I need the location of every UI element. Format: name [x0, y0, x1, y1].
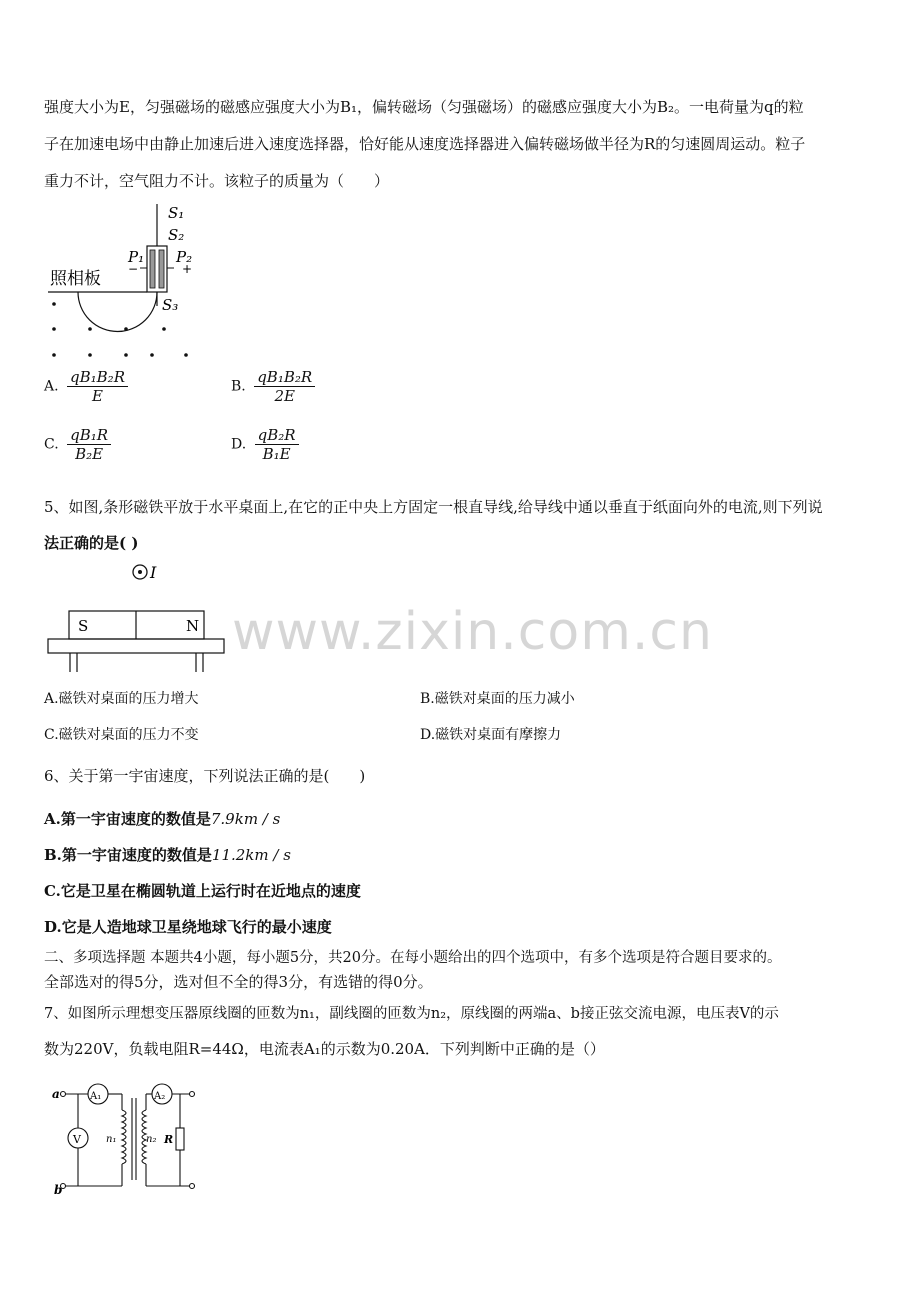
watermark: www.zixin.com.cn: [232, 602, 713, 662]
q5-option-c[interactable]: C.磁铁对桌面的压力不变: [44, 727, 199, 743]
label-b: b: [54, 1183, 63, 1197]
label-ammeter-a1: A₁: [90, 1091, 102, 1102]
q5-option-b[interactable]: B.磁铁对桌面的压力减小: [420, 691, 575, 707]
option-letter: D.: [231, 436, 247, 453]
label-north: N: [186, 617, 200, 635]
q4-option-c[interactable]: [44, 426, 111, 463]
section2-line-1: 二、多项选择题 本题共4小题，每小题5分，共20分。在每小题给出的四个选项中，有多个选项是符合题目要求的。: [44, 950, 782, 966]
q6-option-a[interactable]: [44, 808, 280, 829]
section2-line-2: 全部选对的得5分，选对但不全的得3分，有选错的得0分。: [44, 973, 433, 991]
q4-text-line-2: 子在加速电场中由静止加速后进入速度选择器，恰好能从速度选择器进入偏转磁场做半径为R的匀速圆周运动。粒子: [44, 135, 806, 153]
label-south: S: [78, 617, 89, 635]
q6-text-line-1: 6、关于第一宇宙速度，下列说法正确的是( ): [44, 767, 366, 785]
label-current: I: [150, 563, 157, 582]
label-minus: −: [128, 262, 139, 276]
q7-transformer-circuit-figure: [52, 1080, 202, 1198]
q6-option-b-prefix: B.第一宇宙速度的数值是: [44, 846, 212, 864]
fraction: $\frac{\text{qB₂R}}{\text{B₁E}}$: [255, 426, 299, 463]
label-p1: P₁: [128, 248, 145, 266]
label-s2: S₂: [168, 226, 185, 244]
q7-text-line-1: 7、如图所示理想变压器原线圈的匝数为n₁，副线圈的匝数为n₂，原线圈的两端a、b接正弦交流电源，电压表V的示: [44, 1006, 779, 1022]
label-ammeter-a2: A₂: [154, 1091, 166, 1102]
option-letter: A.: [44, 378, 59, 395]
label-a: a: [52, 1087, 60, 1101]
q6-option-b-value: 11.2km / s: [211, 846, 291, 864]
label-photo-plate: 照相板: [50, 269, 101, 289]
q6-option-c[interactable]: C.它是卫星在椭圆轨道上运行时在近地点的速度: [44, 882, 361, 900]
fraction: $\frac{\text{qB₁B₂R}}{2E}$: [254, 368, 315, 405]
q5-text-line-2: 法正确的是( ): [44, 534, 139, 552]
q4-option-d[interactable]: [231, 426, 299, 463]
q5-option-a[interactable]: A.磁铁对桌面的压力增大: [44, 691, 199, 707]
fraction: $\frac{\text{qB₁B₂R}}{E}$: [67, 368, 128, 405]
fraction: $\frac{\text{qB₁R}}{\text{B₂E}}$: [67, 426, 111, 463]
label-n2: n₂: [146, 1134, 157, 1145]
option-letter: C.: [44, 436, 59, 453]
label-voltmeter: V: [73, 1133, 81, 1146]
label-p2: P₂: [176, 248, 193, 266]
label-s3: S₃: [162, 296, 179, 314]
q4-option-a[interactable]: [44, 368, 128, 405]
label-n1: n₁: [106, 1134, 117, 1145]
q6-option-d[interactable]: D.它是人造地球卫星绕地球飞行的最小速度: [44, 918, 332, 936]
q4-mass-spectrometer-figure: [40, 198, 220, 363]
q6-option-b[interactable]: [44, 844, 291, 865]
label-plus: +: [182, 262, 193, 276]
q6-option-a-prefix: A.第一宇宙速度的数值是: [44, 810, 211, 828]
q5-text-line-1: 5、如图,条形磁铁平放于水平桌面上,在它的正中央上方固定一根直导线,给导线中通以垂直于纸面向外的电流,则下列说: [44, 498, 823, 516]
label-s1: S₁: [168, 204, 185, 222]
option-letter: B.: [231, 378, 246, 395]
q4-text-line-1: 强度大小为E，匀强磁场的磁感应强度大小为B₁，偏转磁场（匀强磁场）的磁感应强度大小为B₂。一电荷量为q的粒: [44, 98, 804, 116]
q5-bar-magnet-figure: [44, 560, 229, 675]
q4-text-line-3: 重力不计，空气阻力不计。该粒子的质量为（ ）: [44, 172, 390, 190]
q4-option-b[interactable]: [231, 368, 315, 405]
q6-option-a-value: 7.9km / s: [210, 810, 281, 828]
q5-option-d[interactable]: D.磁铁对桌面有摩擦力: [420, 727, 562, 743]
label-resistor: R: [164, 1133, 174, 1146]
q7-text-line-2: 数为220V，负载电阻R=44Ω，电流表A₁的示数为0.20A．下列判断中正确的是（）: [44, 1040, 605, 1058]
